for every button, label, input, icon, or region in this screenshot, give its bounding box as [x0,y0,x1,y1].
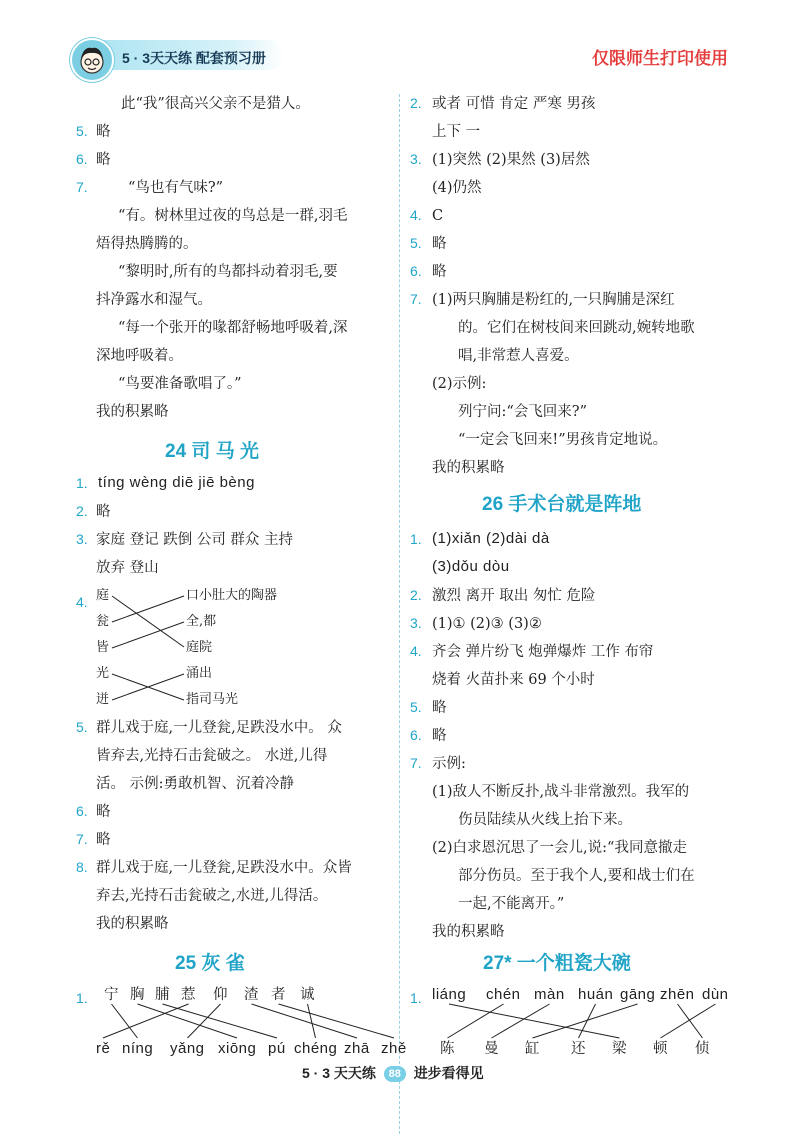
answer-line: 家庭 登记 跌倒 公司 群众 主持 [96,532,294,548]
question-number: 2. [410,587,422,603]
match-top-item: 脯 [155,987,170,1003]
answer-line: 烧着 火苗扑来 69 个小时 [432,672,595,688]
footer [302,1063,484,1083]
match-bottom-item: rě [96,1040,111,1057]
answer-line: 群儿戏于庭,一儿登瓮,足跌没水中。 众 [96,720,342,736]
header-title: 5 · 3天天练 配套预习册 [122,50,266,66]
answer-line: 一起,不能离开。” [458,896,565,912]
answer-line: 略 [432,236,447,252]
answer-line: 略 [96,504,111,520]
lesson-title: 26 手术台就是阵地 [482,494,642,515]
answer-line: 唱,非常惹人喜爱。 [458,348,579,364]
answer-line: 略 [96,124,111,140]
answer-line: 激烈 离开 取出 匆忙 危险 [432,588,596,604]
match-bottom-item: níng [122,1040,154,1057]
match-right-item: 口小肚大的陶器 [186,588,278,603]
match-top-item: 者 [271,987,286,1003]
answer-line: 抖净露水和湿气。 [96,292,212,308]
answer-line: 群儿戏于庭,一儿登瓮,足跌没水中。众皆 [96,860,352,876]
footer-brand: 5 · 3 天天练 [302,1065,376,1081]
answer-line: 略 [96,804,111,820]
print-notice: 仅限师生打印使用 [592,49,728,68]
match-left-item: 庭 [96,588,110,603]
answer-line: 此“我”很高兴父亲不是猎人。 [121,96,310,112]
question-number: 4. [410,207,422,223]
match-line [678,1004,703,1038]
match-left-item: 瓮 [96,614,110,629]
match-top-item: 渣 [244,987,259,1003]
question-number: 8. [76,859,88,875]
match-bottom-item: 梁 [612,1041,627,1057]
answer-line: “鸟要准备歌唱了。” [118,376,242,392]
match-bottom-item: pú [268,1040,286,1057]
answer-line: “一定会飞回来!”男孩肯定地说。 [458,432,668,448]
question-number: 6. [410,263,422,279]
match-bottom-item: 缸 [525,1041,540,1057]
answer-line: 略 [96,832,111,848]
match-left-item: 皆 [96,640,110,655]
question-number: 2. [410,95,422,111]
match-bottom-item: xiōng [218,1040,257,1057]
lesson-title: 27* 一个粗瓷大碗 [483,953,631,974]
match-right-item: 涌出 [186,666,213,681]
pinyin-answer: tíng wèng diē jiē bèng [98,474,255,491]
question-number: 1. [410,990,422,1006]
match-line [492,1004,550,1038]
question-number: 5. [76,719,88,735]
question-number: 5. [410,699,422,715]
pinyin-answer: (3)dǒu dòu [432,558,510,575]
pinyin-answer: (1)xiǎn (2)dài dà [432,530,550,547]
answer-line: 焐得热腾腾的。 [96,236,198,252]
match-bottom-item: 陈 [440,1041,455,1057]
lesson-title: 25 灰 雀 [175,953,245,974]
answer-line: 略 [432,728,447,744]
answer-line: (1)两只胸脯是粉红的,一只胸脯是深红 [432,292,675,308]
match-top-item: gāng [620,986,656,1003]
answer-line: 略 [432,700,447,716]
lesson-title: 24 司 马 光 [165,441,259,462]
match-top-item: chén [486,986,521,1003]
question-number: 1. [410,531,422,547]
match-top-item: liáng [432,986,467,1003]
question-number: 7. [76,179,88,195]
answer-line: 放弃 登山 [96,560,159,576]
answer-line: 弃去,光持石击瓮破之,水迸,儿得活。 [96,888,328,904]
match-left-item: 迸 [96,692,110,707]
question-number: 3. [410,151,422,167]
question-number: 5. [76,123,88,139]
match-top-item: huán [578,986,614,1003]
question-number: 6. [76,803,88,819]
answer-line: 列宁问:“会飞回来?” [458,404,587,420]
match-line [661,1004,716,1038]
answer-line: C [432,208,444,224]
page-number: 88 [384,1066,406,1082]
question-number: 6. [410,727,422,743]
match-right-item: 全,都 [186,614,217,629]
answer-line: 的。它们在树枝间来回跳动,婉转地歌 [458,320,695,336]
answer-line: (1)突然 (2)果然 (3)居然 [432,152,590,168]
answer-line: 略 [96,152,111,168]
question-number: 4. [76,594,88,610]
question-number: 1. [76,475,88,491]
match-bottom-item: 曼 [484,1041,499,1057]
match-top-item: 宁 [104,987,119,1003]
answer-line: 齐会 弹片纷飞 炮弹爆炸 工作 布帘 [432,644,654,660]
match-left-item: 光 [96,666,110,681]
accumulation-note: 我的积累略 [96,404,169,420]
match-top-item: dùn [702,986,729,1003]
answer-line: (1)① (2)③ (3)② [432,616,542,632]
question-number: 2. [76,503,88,519]
match-bottom-item: 顿 [653,1041,668,1057]
answer-line: 或者 可惜 肯定 严寒 男孩 [432,96,596,112]
match-top-item: 诚 [300,987,315,1003]
answer-line: 部分伤员。至于我个人,要和战士们在 [458,868,695,884]
accumulation-note: 我的积累略 [432,460,505,476]
answer-line: (2)白求恩沉思了一会儿,说:“我同意撤走 [432,840,687,856]
match-bottom-item: zhě [381,1040,407,1057]
match-line [533,1004,638,1038]
match-right-item: 庭院 [186,640,213,655]
match-bottom-item: chéng [294,1040,338,1057]
answer-line: “每一个张开的喙都舒畅地呼吸着,深 [118,320,348,336]
answer-line: “黎明时,所有的鸟都抖动着羽毛,要 [118,264,338,280]
accumulation-note: 我的积累略 [96,916,169,932]
answer-line: 深地呼吸着。 [96,348,183,364]
answer-line: (1)敌人不断反扑,战斗非常激烈。我军的 [432,784,690,800]
question-number: 3. [410,615,422,631]
answer-line: “鸟也有气味?” [128,180,224,196]
match-bottom-item: yǎng [170,1040,205,1057]
answer-line: 上下 一 [432,124,481,140]
question-number: 5. [410,235,422,251]
match-right-item: 指司马光 [186,692,239,707]
question-number: 7. [410,755,422,771]
answer-line: 皆弃去,光持石击瓮破之。 水迸,儿得 [96,748,328,764]
match-bottom-item: 还 [571,1041,586,1057]
answer-line: (2)示例: [432,376,487,392]
question-number: 3. [76,531,88,547]
match-top-item: 仰 [213,987,228,1003]
match-top-item: màn [534,986,565,1003]
question-number: 1. [76,990,88,1006]
answer-line: 活。 示例:勇敢机智、沉着冷静 [96,776,294,792]
answer-line: 伤员陆续从火线上抬下来。 [458,812,632,828]
question-number: 4. [410,643,422,659]
question-number: 7. [410,291,422,307]
answer-line: 示例: [432,756,466,772]
footer-slogan: 进步看得见 [413,1065,484,1081]
accumulation-note: 我的积累略 [432,924,505,940]
question-number: 7. [76,831,88,847]
match-bottom-item: zhā [344,1040,370,1057]
answer-line: (4)仍然 [432,180,482,196]
match-top-item: zhēn [660,986,695,1003]
answer-line: 略 [432,264,447,280]
match-top-item: 胸 [130,987,145,1003]
answer-line: “有。树林里过夜的鸟总是一群,羽毛 [118,208,348,224]
match-top-item: 惹 [181,987,196,1003]
question-number: 6. [76,151,88,167]
match-bottom-item: 侦 [695,1041,710,1057]
